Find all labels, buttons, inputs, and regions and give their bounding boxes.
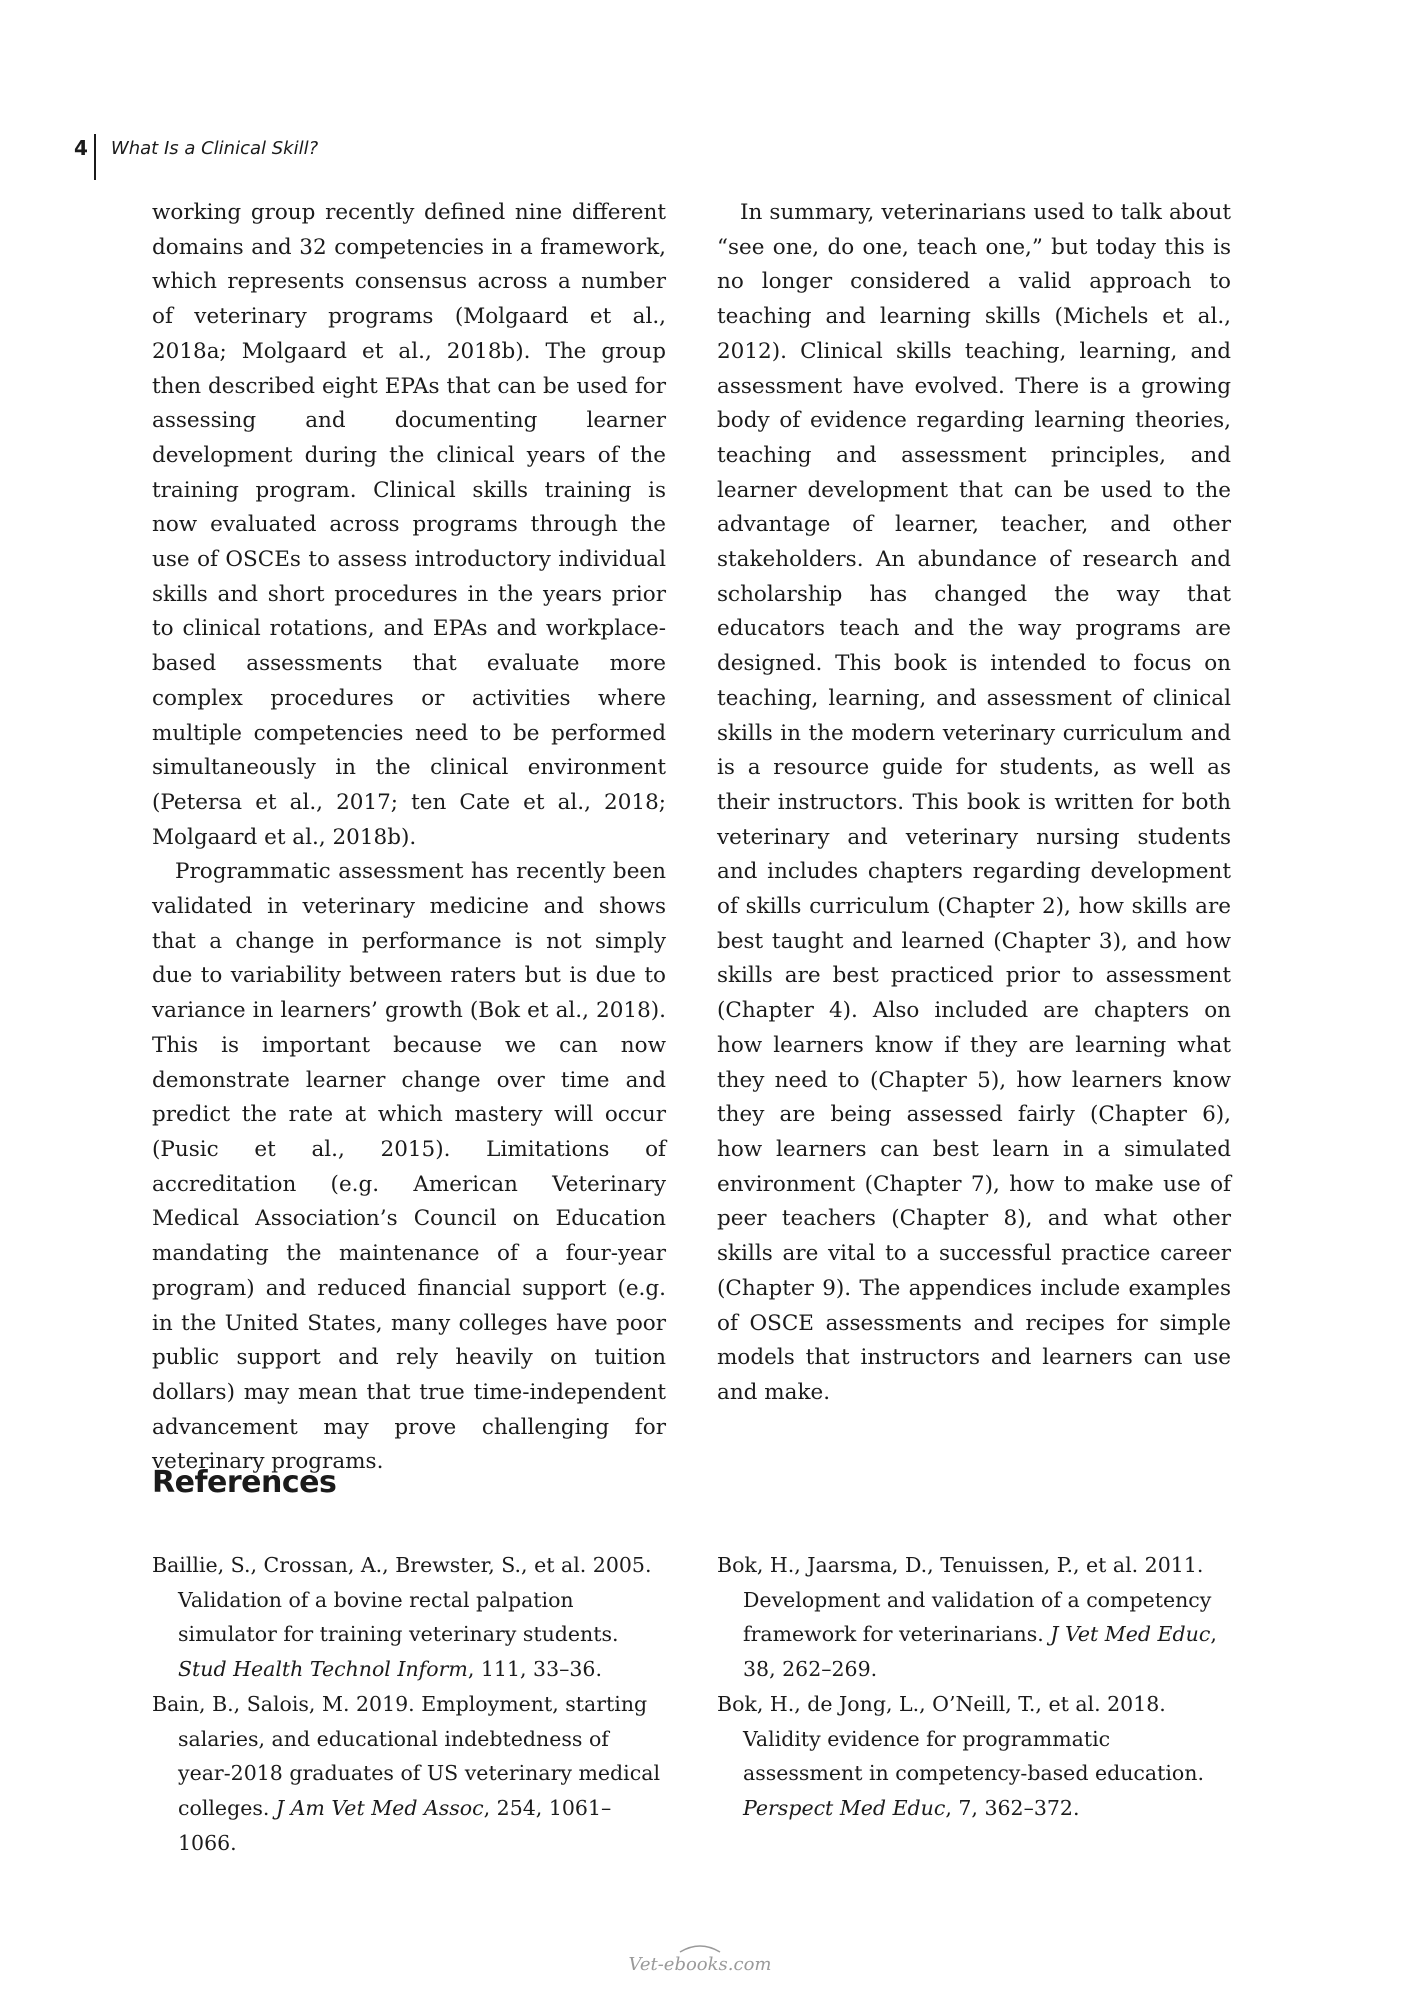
- reference-details: , 254, 1061–1066.: [178, 1795, 612, 1855]
- references-column-left: [152, 1548, 662, 1860]
- watermark-text: Vet-ebooks.com: [628, 1954, 772, 1975]
- reference-journal: Stud Health Technol Inform: [178, 1657, 468, 1682]
- reference-entry: [717, 1687, 1227, 1826]
- watermark-swoosh: [680, 1946, 720, 1952]
- reference-entry: [717, 1548, 1227, 1687]
- references-heading: References: [152, 1465, 337, 1500]
- reference-text: Bok, H., Jaarsma, D., Tenuissen, P., et al. 2011. Development and validation of a competency framework for veterinarians.: [717, 1553, 1212, 1647]
- paragraph: In summary, veterinarians used to talk about “see one, do one, teach one,” but today this is no longer considered a valid approach to teaching and learning skills (Michels et al., 2012). Clinical skills teaching, learning, and assessment have evolved. There is a growing body of evidence regarding learning theories, teaching and assessment principles, and learner development that can be used to the advantage of learner, teacher, and other stakeholders. An abundance of research and scholarship has changed the way that educators teach and the way programs are designed. This book is intended to focus on teaching, learning, and assessment of clinical skills in the modern veterinary curriculum and is a resource guide for students, as well as their instructors. This book is written for both veterinary and veterinary nursing students and includes chapters regarding development of skills curriculum (Chapter 2), how skills are best taught and learned (Chapter 3), and how skills are best practiced prior to assessment (Chapter 4). Also included are chapters on how learners know if they are learning what they need to (Chapter 5), how learners know they are being assessed fairly (Chapter 6), how learners can best learn in a simulated environment (Chapter 7), how to make use of peer teachers (Chapter 8), and what other skills are vital to a successful practice career (Chapter 9). The appendices include examples of OSCE assessments and recipes for simple models that instructors and learners can use and make.: [717, 200, 1231, 1405]
- reference-text: Bain, B., Salois, M. 2019. Employment, starting salaries, and educational indebtedness of year-2018 graduates of US veterinary medical colleges.: [152, 1691, 661, 1820]
- reference-text: Bok, H., de Jong, L., O’Neill, T., et al. 2018. Validity evidence for programmatic assessment in competency-based education.: [717, 1691, 1204, 1786]
- reference-details: , 111, 33–36.: [467, 1657, 602, 1682]
- running-chapter-title: What Is a Clinical Skill?: [110, 138, 319, 159]
- running-head: [74, 134, 318, 180]
- reference-journal: J Am Vet Med Assoc: [275, 1795, 484, 1820]
- reference-journal: Perspect Med Educ: [743, 1795, 946, 1820]
- references-column-right: [717, 1548, 1227, 1826]
- reference-text: Baillie, S., Crossan, A., Brewster, S., et al. 2005. Validation of a bovine rectal palpation simulator for training veterinary students.: [152, 1553, 652, 1647]
- paragraph: working group recently defined nine different domains and 32 competencies in a framework, which represents consensus across a number of veterinary programs (Molgaard et al., 2018a; Molgaard et al., 2018b). The group then described eight EPAs that can be used for assessing and documenting learner development during the clinical years of the training program. Clinical skills training is now evaluated across programs through the use of OSCEs to assess introductory individual skills and short procedures in the years prior to clinical rotations, and EPAs and workplace-based assessments that evaluate more complex procedures or activities where multiple competencies need to be performed simultaneously in the clinical environment (Petersa et al., 2017; ten Cate et al., 2018; Molgaard et al., 2018b).: [152, 200, 666, 850]
- header-divider: [94, 134, 96, 180]
- reference-journal: J Vet Med Educ: [1050, 1622, 1211, 1647]
- body-column-right: [717, 196, 1231, 1411]
- vet-ebooks-watermark-logo: [600, 1942, 800, 1978]
- reference-entry: [152, 1548, 662, 1687]
- reference-entry: [152, 1687, 662, 1861]
- reference-details: , 38, 262–269.: [743, 1622, 1217, 1682]
- paragraph: Programmatic assessment has recently been validated in veterinary medicine and shows that a change in performance is not simply due to variability between raters but is due to variance in learners’ growth (Bok et al., 2018). This is important because we can now demonstrate learner change over time and predict the rate at which mastery will occur (Pusic et al., 2015). Limitations of accreditation (e.g. American Veterinary Medical Association’s Council on Education mandating the maintenance of a four-year program) and reduced financial support (e.g. in the United States, many colleges have poor public support and rely heavily on tuition dollars) may mean that true time-independent advancement may prove challenging for veterinary programs.: [152, 859, 666, 1475]
- reference-details: , 7, 362–372.: [945, 1795, 1080, 1820]
- page-number: 4: [74, 136, 88, 160]
- body-column-left: [152, 196, 666, 1480]
